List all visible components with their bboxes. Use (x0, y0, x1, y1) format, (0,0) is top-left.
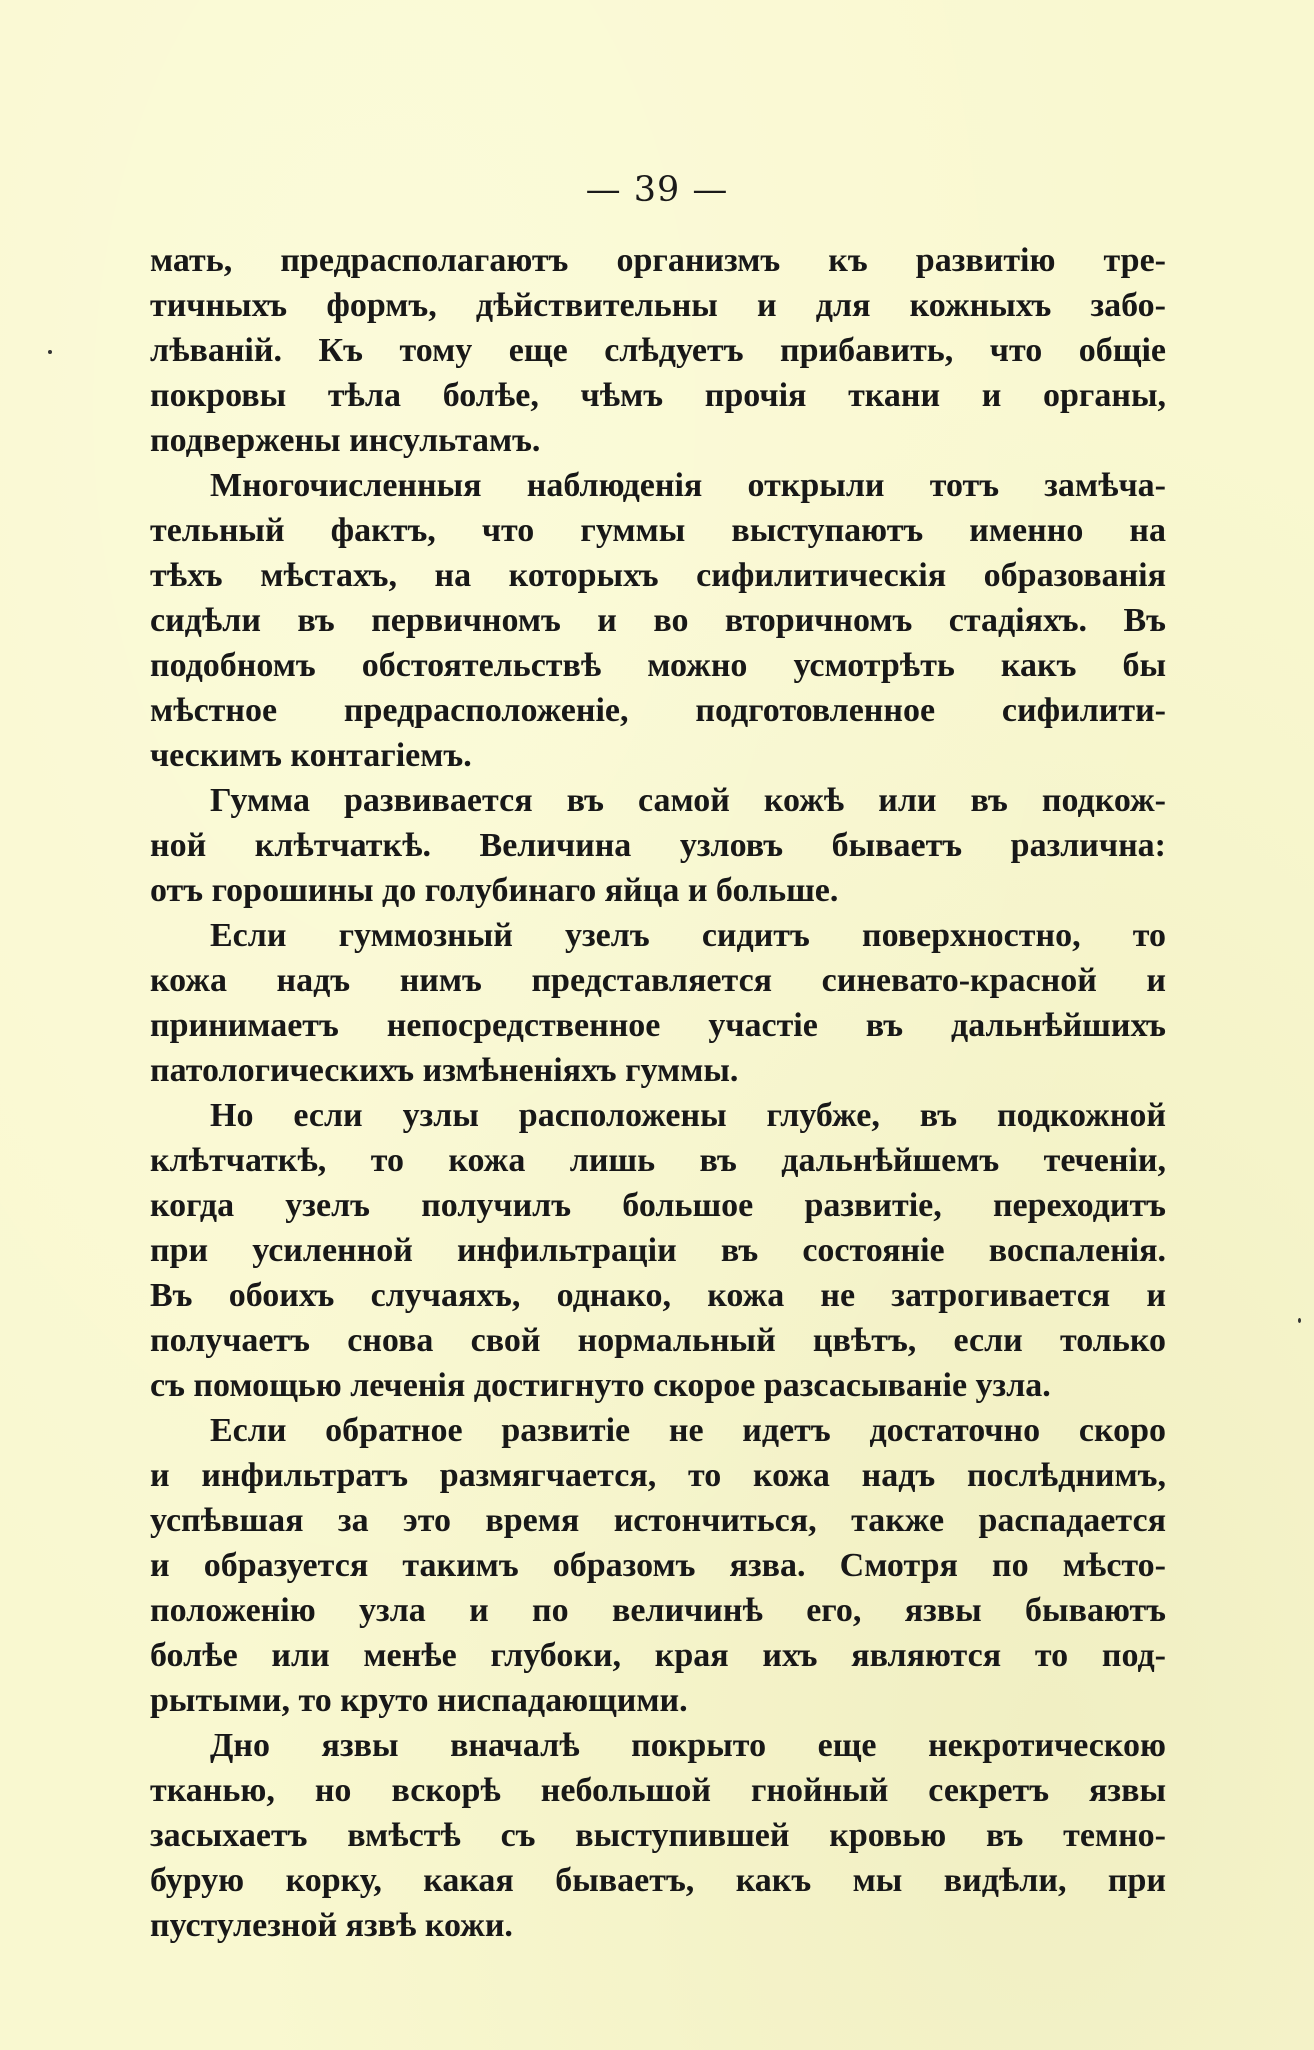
text-line: положенію узла и по величинѣ его, язвы бываютъ (150, 1592, 1166, 1629)
text-line: принимаетъ непосредственное участіе въ дальнѣйшихъ (150, 1007, 1166, 1044)
text-line: съ помощью леченія достигнуто скорое разсасываніе узла. (150, 1367, 1051, 1404)
text-line: пустулезной язвѣ кожи. (150, 1907, 513, 1944)
text-line: тельный фактъ, что гуммы выступаютъ именно на (150, 512, 1166, 549)
text-line: Многочисленныя наблюденія открыли тотъ замѣча- (210, 467, 1166, 504)
text-line: при усиленной инфильтраціи въ состояніе воспаленія. (150, 1232, 1166, 1269)
text-line: патологическихъ измѣненіяхъ гуммы. (150, 1052, 739, 1089)
text-line: кожа надъ нимъ представляется синевато-красной и (150, 962, 1166, 999)
paragraph (150, 913, 1166, 1093)
text-line: покровы тѣла болѣе, чѣмъ прочія ткани и органы, (150, 377, 1166, 414)
text-line: бурую корку, какая бываетъ, какъ мы видѣли, при (150, 1862, 1166, 1899)
text-line: сидѣли въ первичномъ и во вторичномъ стадіяхъ. Въ (150, 602, 1166, 639)
text-line: мѣстное предрасположеніе, подготовленное сифилити- (150, 692, 1166, 729)
text-line: получаетъ снова свой нормальный цвѣтъ, если только (150, 1322, 1166, 1359)
print-speck (48, 350, 52, 354)
body-text (150, 238, 1166, 1948)
text-line: мать, предрасполагаютъ организмъ къ развитію тре- (150, 242, 1166, 279)
paragraph (150, 463, 1166, 778)
text-line: засыхаетъ вмѣстѣ съ выступившей кровью въ темно- (150, 1817, 1166, 1854)
text-line: тичныхъ формъ, дѣйствительны и для кожныхъ забо- (150, 287, 1166, 324)
text-line: клѣтчаткѣ, то кожа лишь въ дальнѣйшемъ теченіи, (150, 1142, 1166, 1179)
text-line: Если обратное развитіе не идетъ достаточно скоро (210, 1412, 1166, 1449)
paragraph (150, 1723, 1166, 1948)
text-line: Въ обоихъ случаяхъ, однако, кожа не затрогивается и (150, 1277, 1166, 1314)
page-number: — 39 — (585, 170, 729, 210)
text-line: отъ горошины до голубинаго яйца и больше. (150, 872, 839, 909)
text-line: болѣе или менѣе глубоки, края ихъ являются то под- (150, 1637, 1166, 1674)
text-line: ческимъ контагіемъ. (150, 737, 472, 774)
text-line: лѣваній. Къ тому еще слѣдуетъ прибавить, что общіе (150, 332, 1166, 369)
text-line: рытыми, то круто ниспадающими. (150, 1682, 688, 1719)
text-line: тканью, но вскорѣ небольшой гнойный секретъ язвы (150, 1772, 1166, 1809)
text-line: Но если узлы расположены глубже, въ подкожной (210, 1097, 1166, 1134)
paragraph (150, 1093, 1166, 1408)
text-line: Дно язвы вначалѣ покрыто еще некротическою (210, 1727, 1166, 1764)
paragraph (150, 1408, 1166, 1723)
text-line: подвержены инсультамъ. (150, 422, 541, 459)
text-line: Если гуммозный узелъ сидитъ поверхностно, то (210, 917, 1166, 954)
paragraph (150, 238, 1166, 463)
text-line: подобномъ обстоятельствѣ можно усмотрѣть какъ бы (150, 647, 1166, 684)
text-line: когда узелъ получилъ большое развитіе, переходитъ (150, 1187, 1166, 1224)
paragraph (150, 778, 1166, 913)
print-speck (1298, 1318, 1301, 1323)
text-line: успѣвшая за это время истончиться, также распадается (150, 1502, 1166, 1539)
text-line: тѣхъ мѣстахъ, на которыхъ сифилитическія образованія (150, 557, 1166, 594)
text-line: ной клѣтчаткѣ. Величина узловъ бываетъ различна: (150, 827, 1166, 864)
text-line: и инфильтратъ размягчается, то кожа надъ послѣднимъ, (150, 1457, 1166, 1494)
text-line: и образуется такимъ образомъ язва. Смотря по мѣсто- (150, 1547, 1166, 1584)
text-line: Гумма развивается въ самой кожѣ или въ подкож- (210, 782, 1166, 819)
